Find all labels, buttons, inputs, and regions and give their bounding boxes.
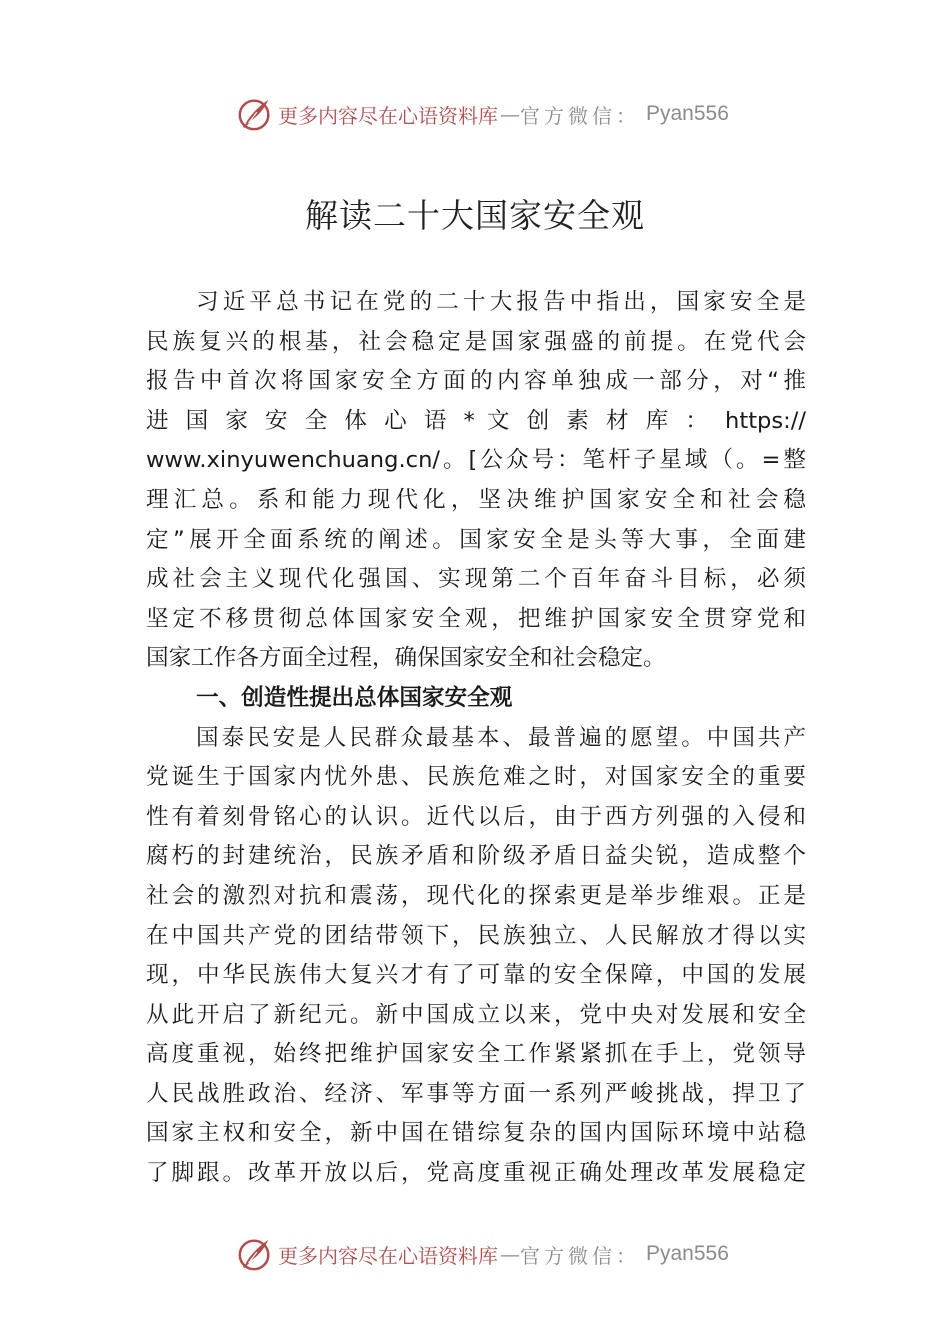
paragraph-line: 成社会主义现代化强国、实现第二个百年奋斗目标，必须 [146,566,806,593]
paragraph-line: 了脚跟。改革开放以后，党高度重视正确处理改革发展稳定 [146,1160,806,1187]
watermark-wechat-id: Pyan556 [646,102,729,125]
paragraph-line: 坚定不移贯彻总体国家安全观，把维护国家安全贯穿党和 [146,605,806,632]
watermark-wechat-id: Pyan556 [646,1242,729,1265]
watermark-site-name: 更多内容尽在心语资料库 [278,103,498,128]
paragraph-line: www.xinyuwenchuang.cn/。[公众号：笔杆子星域（。=整 [146,447,806,474]
watermark-banner-bottom [236,1232,729,1276]
watermark-banner-top [236,92,729,136]
document-body [146,283,806,1194]
paragraph-line: 社会的激烈对抗和震荡，现代化的探索更是举步维艰。正是 [146,882,806,909]
watermark-dash: — [500,1242,520,1266]
section-heading: 一、创造性提出总体国家安全观 [196,684,513,711]
paragraph-line: 从此开启了新纪元。新中国成立以来，党中央对发展和安全 [146,1001,806,1028]
paragraph-2 [146,719,806,1194]
watermark-site-name: 更多内容尽在心语资料库 [278,1243,498,1268]
paragraph-line: 在中国共产党的团结带领下，民族独立、人民解放才得以实 [146,922,806,949]
paragraph-line: 现，中华民族伟大复兴才有了可靠的安全保障，中国的发展 [146,962,806,989]
watermark-label: 官方微信： [520,103,640,128]
paragraph-line: 民族复兴的根基，社会稳定是国家强盛的前提。在党代会 [146,328,806,355]
quill-logo-icon [236,1235,274,1273]
paragraph-line: 国泰民安是人民群众最基本、最普遍的愿望。中国共产 [196,724,806,751]
watermark-dash: — [500,102,520,126]
page-title: 解读二十大国家安全观 [305,196,645,235]
paragraph-line: 国家主权和安全，新中国在错综复杂的国内国际环境中站稳 [146,1120,806,1147]
paragraph-line: 人民战胜政治、经济、军事等方面一系列严峻挑战，捍卫了 [146,1080,806,1107]
paragraph-line: 习近平总书记在党的二十大报告中指出，国家安全是 [196,289,806,315]
watermark-label: 官方微信： [520,1243,640,1268]
paragraph-line: 理汇总。系和能力现代化，坚决维护国家安全和社会稳 [146,486,806,513]
paragraph-line: 党诞生于国家内忧外患、民族危难之时，对国家安全的重要 [146,764,806,791]
paragraph-line: 定”展开全面系统的阐述。国家安全是头等大事，全面建 [146,526,806,553]
quill-logo-icon [236,95,274,133]
paragraph-line: 性有着刻骨铭心的认识。近代以后，由于西方列强的入侵和 [146,803,806,830]
paragraph-line: 报告中首次将国家安全方面的内容单独成一部分，对“推 [146,368,806,395]
paragraph-1 [146,283,806,679]
paragraph-line: 腐朽的封建统治，民族矛盾和阶级矛盾日益尖锐，造成整个 [146,843,806,870]
paragraph-line: 进 国 家 安 全 体 心 语 * 文 创 素 材 库 ： https:// [146,407,806,434]
paragraph-line: 国家工作各方面全过程，确保国家安全和社会稳定。 [146,645,666,672]
paragraph-line: 高度重视，始终把维护国家安全工作紧紧抓在手上，党领导 [146,1041,806,1068]
